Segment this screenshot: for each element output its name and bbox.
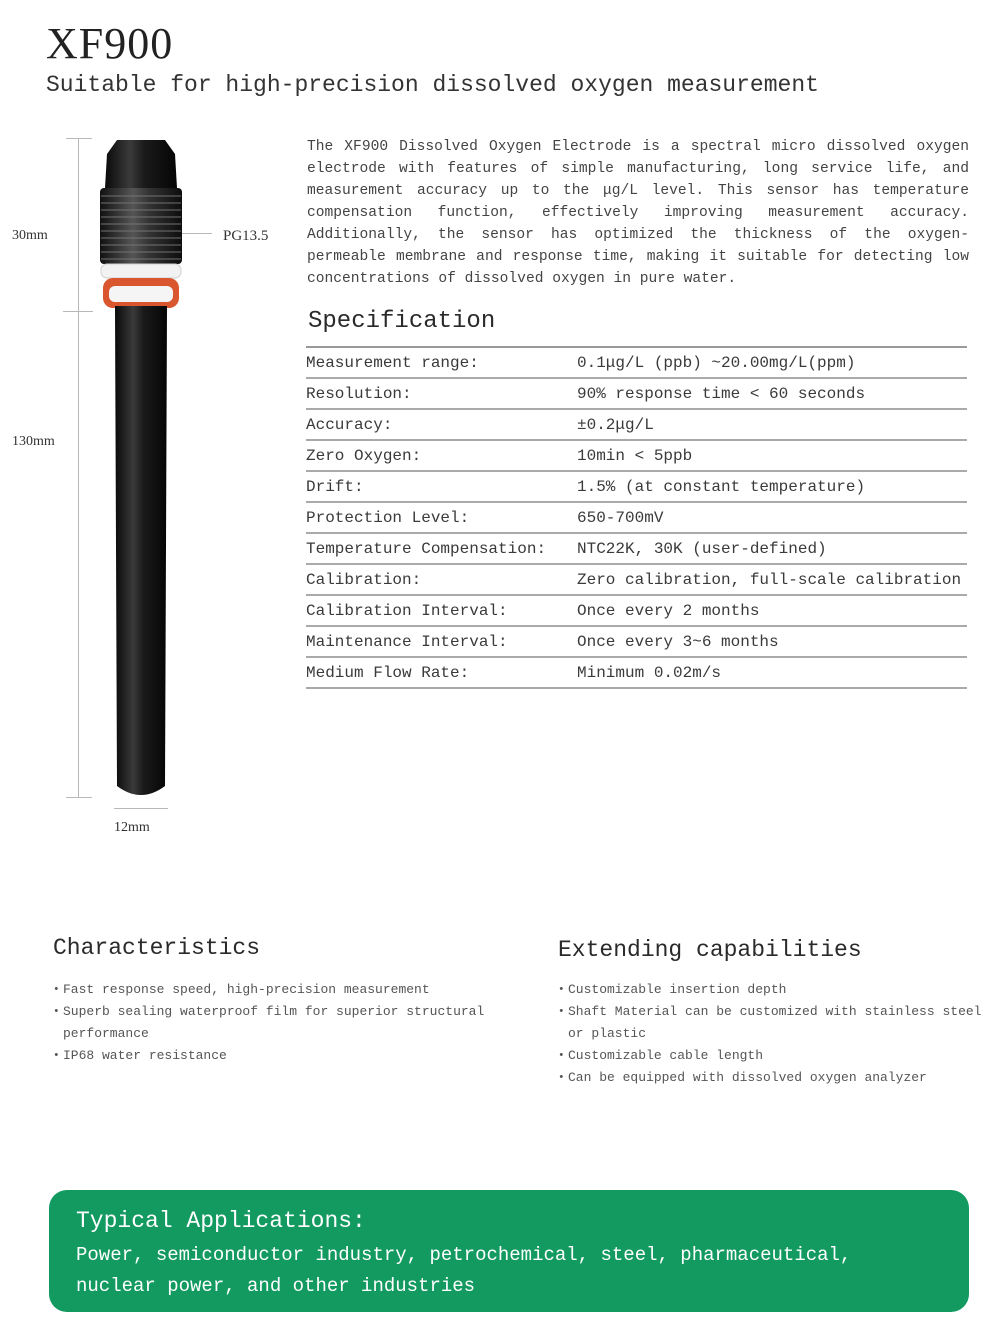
spec-label: Protection Level:: [306, 508, 470, 527]
dimension-tick-width: [114, 808, 168, 809]
spec-label: Medium Flow Rate:: [306, 663, 470, 682]
spec-label: Measurement range:: [306, 353, 479, 372]
spec-label: Maintenance Interval:: [306, 632, 508, 651]
extending-capabilities-heading: Extending capabilities: [558, 937, 862, 963]
list-item: • IP68 water resistance: [53, 1045, 553, 1067]
applications-text: Power, semiconductor industry, petrochemical, steel, pharmaceutical, nuclear power, and other industries: [76, 1244, 852, 1297]
spec-row: [306, 472, 967, 503]
spec-value: 10min < 5ppb: [577, 446, 693, 465]
spec-value: 0.1μg/L (ppb) ~20.00mg/L(ppm): [577, 353, 856, 372]
electrode-hex-head: [105, 140, 177, 188]
spec-row: [306, 658, 967, 689]
spec-row: [306, 565, 967, 596]
dimension-tick-top: [66, 138, 92, 139]
specification-heading: Specification: [308, 308, 496, 335]
list-item: • Fast response speed, high-precision measurement: [53, 979, 553, 1001]
spec-row: [306, 379, 967, 410]
electrode-white-gasket: [101, 264, 181, 278]
dimension-label-30mm: 30mm: [12, 228, 48, 243]
spec-value: Once every 2 months: [577, 601, 760, 620]
product-title: XF900: [46, 19, 174, 68]
spec-label: Temperature Compensation:: [306, 539, 547, 558]
dimension-label-130mm: 130mm: [12, 434, 55, 449]
spec-row: [306, 410, 967, 441]
specification-table: [306, 346, 967, 689]
spec-value: 650-700mV: [577, 508, 664, 527]
list-item: • Customizable insertion depth: [558, 979, 983, 1001]
product-subtitle: Suitable for high-precision dissolved oxygen measurement: [46, 72, 819, 98]
spec-label: Zero Oxygen:: [306, 446, 422, 465]
dimension-line-vertical: [78, 138, 79, 798]
spec-row: [306, 348, 967, 379]
spec-value: Once every 3~6 months: [577, 632, 779, 651]
spec-row: [306, 596, 967, 627]
spec-row: [306, 503, 967, 534]
spec-label: Calibration Interval:: [306, 601, 508, 620]
spec-value: NTC22K, 30K (user-defined): [577, 539, 827, 558]
characteristics-list: [53, 979, 553, 1067]
dimension-tick-middle: [63, 311, 93, 312]
spec-label: Resolution:: [306, 384, 412, 403]
spec-value: Minimum 0.02m/s: [577, 663, 722, 682]
applications-title: Typical Applications:: [76, 1208, 366, 1234]
list-item: • Superb sealing waterproof film for superior structural performance: [53, 1001, 553, 1045]
spec-row: [306, 627, 967, 658]
spec-label: Drift:: [306, 477, 364, 496]
list-item: • Customizable cable length: [558, 1045, 983, 1067]
dimension-label-12mm: 12mm: [114, 820, 150, 835]
electrode-thread: [100, 188, 182, 264]
product-description: The XF900 Dissolved Oxygen Electrode is a spectral micro dissolved oxygen electrode with features of simple manufacturing, long service life, and measurement accuracy up to the μg/L level. This sensor has temperature compensation function, effectively improving measurement accuracy. Additionally, the sensor has optimized the thickness of the oxygen-permeable membrane and response time, making it suitable for detecting low concentrations of dissolved oxygen in pure water.: [307, 139, 969, 287]
spec-value: 90% response time < 60 seconds: [577, 384, 866, 403]
characteristics-heading: Characteristics: [53, 935, 261, 961]
spec-value: ±0.2μg/L: [577, 415, 654, 434]
list-item: • Can be equipped with dissolved oxygen analyzer: [558, 1067, 983, 1089]
thread-label: PG13.5: [223, 228, 269, 244]
extending-capabilities-list: [558, 979, 983, 1089]
spec-label: Calibration:: [306, 570, 422, 589]
list-item: • Shaft Material can be customized with stainless steel or plastic: [558, 1001, 983, 1045]
spec-label: Accuracy:: [306, 415, 393, 434]
applications-banner: [49, 1190, 969, 1312]
spec-value: 1.5% (at constant temperature): [577, 477, 866, 496]
spec-row: [306, 441, 967, 472]
spec-row: [306, 534, 967, 565]
electrode-shaft: [115, 306, 167, 795]
dimension-tick-bottom: [66, 797, 92, 798]
electrode-image: [95, 136, 187, 804]
spec-value: Zero calibration, full-scale calibration: [577, 570, 962, 589]
